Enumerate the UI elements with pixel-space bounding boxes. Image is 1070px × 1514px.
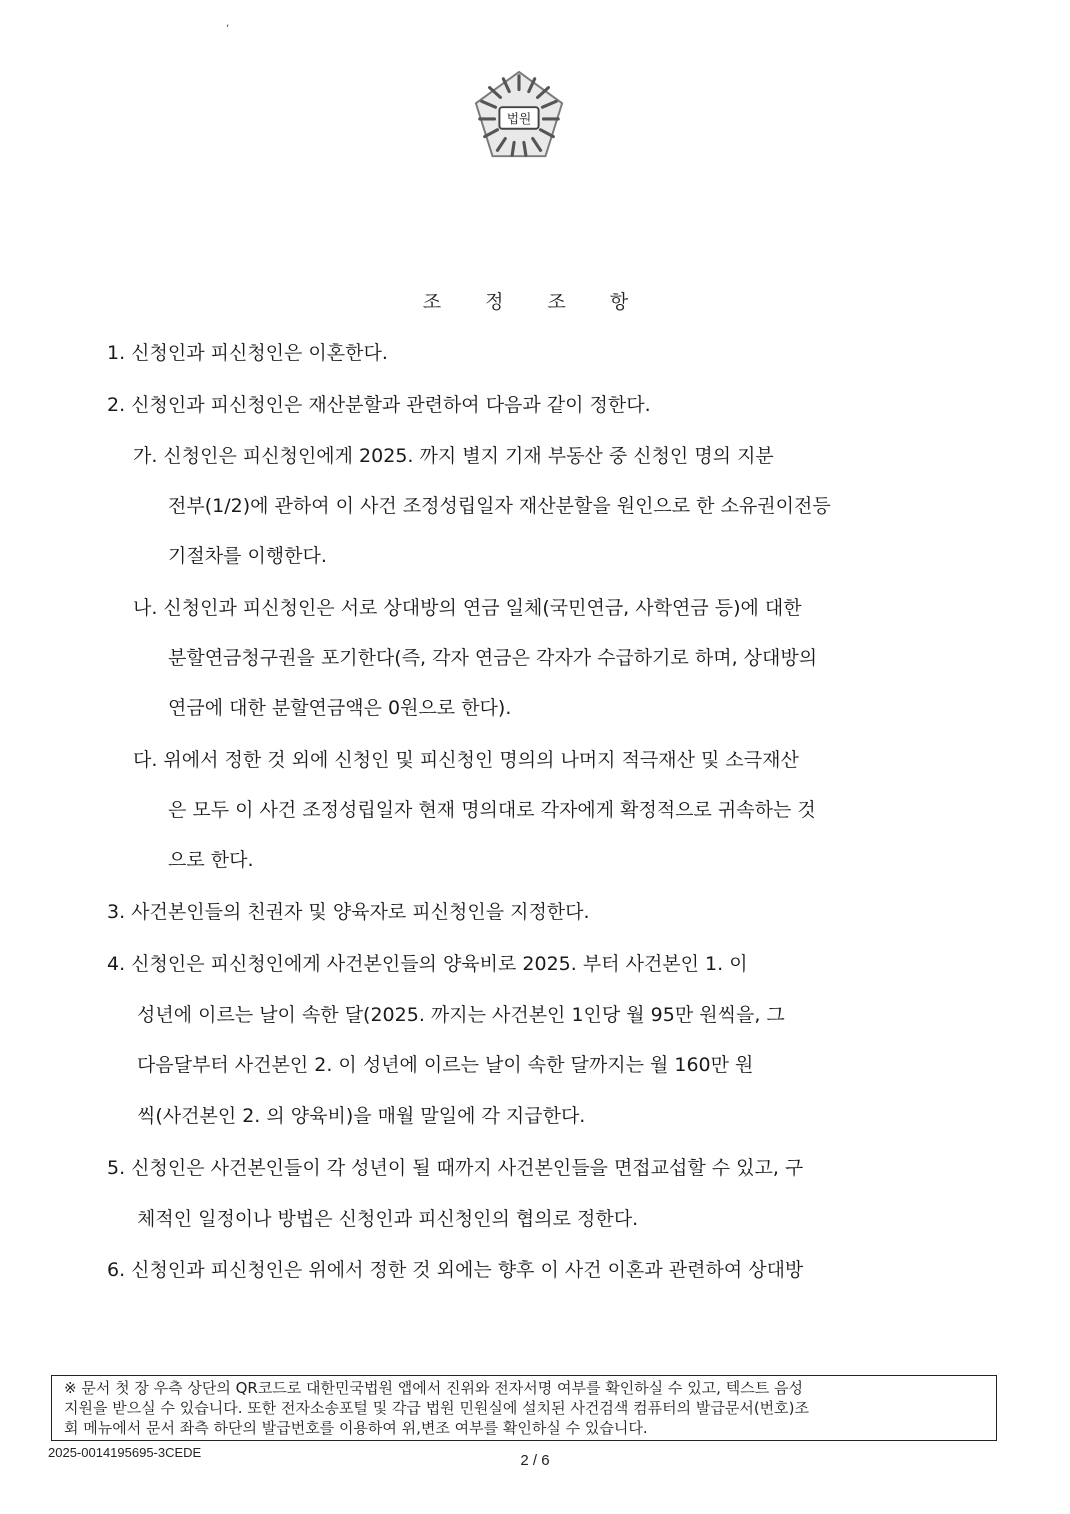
clause-2-na-line-3: 연금에 대한 분할연금액은 0원으로 한다). xyxy=(168,697,512,719)
clause-5-line-2: 체적인 일정이나 방법은 신청인과 피신청인의 협의로 정한다. xyxy=(137,1208,639,1230)
clause-2-ga-line-1: 가. 신청인은 피신청인에게 2025. 까지 별지 기재 부동산 중 신청인 명의 지분 xyxy=(133,445,774,467)
page-number: 2 / 6 xyxy=(520,1452,550,1469)
scan-mark: , xyxy=(226,18,230,29)
notice-line-1: ※ 문서 첫 장 우측 상단의 QR코드로 대한민국법원 앱에서 진위와 전자서명 여부를 확인하실 수 있고, 텍스트 음성 xyxy=(64,1379,803,1397)
clause-3: 3. 사건본인들의 친권자 및 양육자로 피신청인을 지정한다. xyxy=(107,901,590,923)
clause-2-na-line-2: 분할연금청구권을 포기한다(즉, 각자 연금은 각자가 수급하기로 하며, 상대방의 xyxy=(168,647,818,669)
issue-number: 2025-0014195695-3CEDE xyxy=(48,1445,202,1460)
clause-2-da-line-3: 으로 한다. xyxy=(168,849,254,871)
verification-notice xyxy=(51,1375,997,1441)
clause-2: 2. 신청인과 피신청인은 재산분할과 관련하여 다음과 같이 정한다. xyxy=(107,394,651,416)
clause-4-line-3: 다음달부터 사건본인 2. 이 성년에 이르는 날이 속한 달까지는 월 160만 원 xyxy=(137,1054,754,1076)
notice-line-2: 지원을 받으실 수 있습니다. 또한 전자소송포털 및 각급 법원 민원실에 설치된 사건검색 컴퓨터의 발급문서(번호)조 xyxy=(64,1399,810,1417)
notice-line-3: 회 메뉴에서 문서 좌측 하단의 발급번호를 이용하여 위,변조 여부를 확인하실 수 있습니다. xyxy=(64,1419,648,1437)
court-emblem-icon xyxy=(470,68,568,166)
clause-2-ga-line-2: 전부(1/2)에 관하여 이 사건 조정성립일자 재산분할을 원인으로 한 소유권이전등 xyxy=(168,495,831,517)
clause-2-da-line-1: 다. 위에서 정한 것 외에 신청인 및 피신청인 명의의 나머지 적극재산 및 소극재산 xyxy=(133,749,799,771)
emblem-label: 법원 xyxy=(506,111,532,127)
clause-2-ga-line-3: 기절차를 이행한다. xyxy=(168,545,327,567)
section-title: 조 정 조 항 xyxy=(422,291,648,313)
clause-4-line-4: 씩(사건본인 2. 의 양육비)을 매월 말일에 각 지급한다. xyxy=(137,1105,586,1127)
clause-5-line-1: 5. 신청인은 사건본인들이 각 성년이 될 때까지 사건본인들을 면접교섭할 수 있고, 구 xyxy=(107,1157,804,1179)
clause-4-line-1: 4. 신청인은 피신청인에게 사건본인들의 양육비로 2025. 부터 사건본인 1. 이 xyxy=(107,953,748,975)
clause-6-line-1: 6. 신청인과 피신청인은 위에서 정한 것 외에는 향후 이 사건 이혼과 관련하여 상대방 xyxy=(107,1259,804,1281)
clause-2-na-line-1: 나. 신청인과 피신청인은 서로 상대방의 연금 일체(국민연금, 사학연금 등)에 대한 xyxy=(133,597,802,619)
clause-1: 1. 신청인과 피신청인은 이혼한다. xyxy=(107,342,388,364)
clause-4-line-2: 성년에 이르는 날이 속한 달(2025. 까지는 사건본인 1인당 월 95만 원씩을, 그 xyxy=(137,1004,785,1026)
clause-2-da-line-2: 은 모두 이 사건 조정성립일자 현재 명의대로 각자에게 확정적으로 귀속하는 것 xyxy=(168,799,816,821)
